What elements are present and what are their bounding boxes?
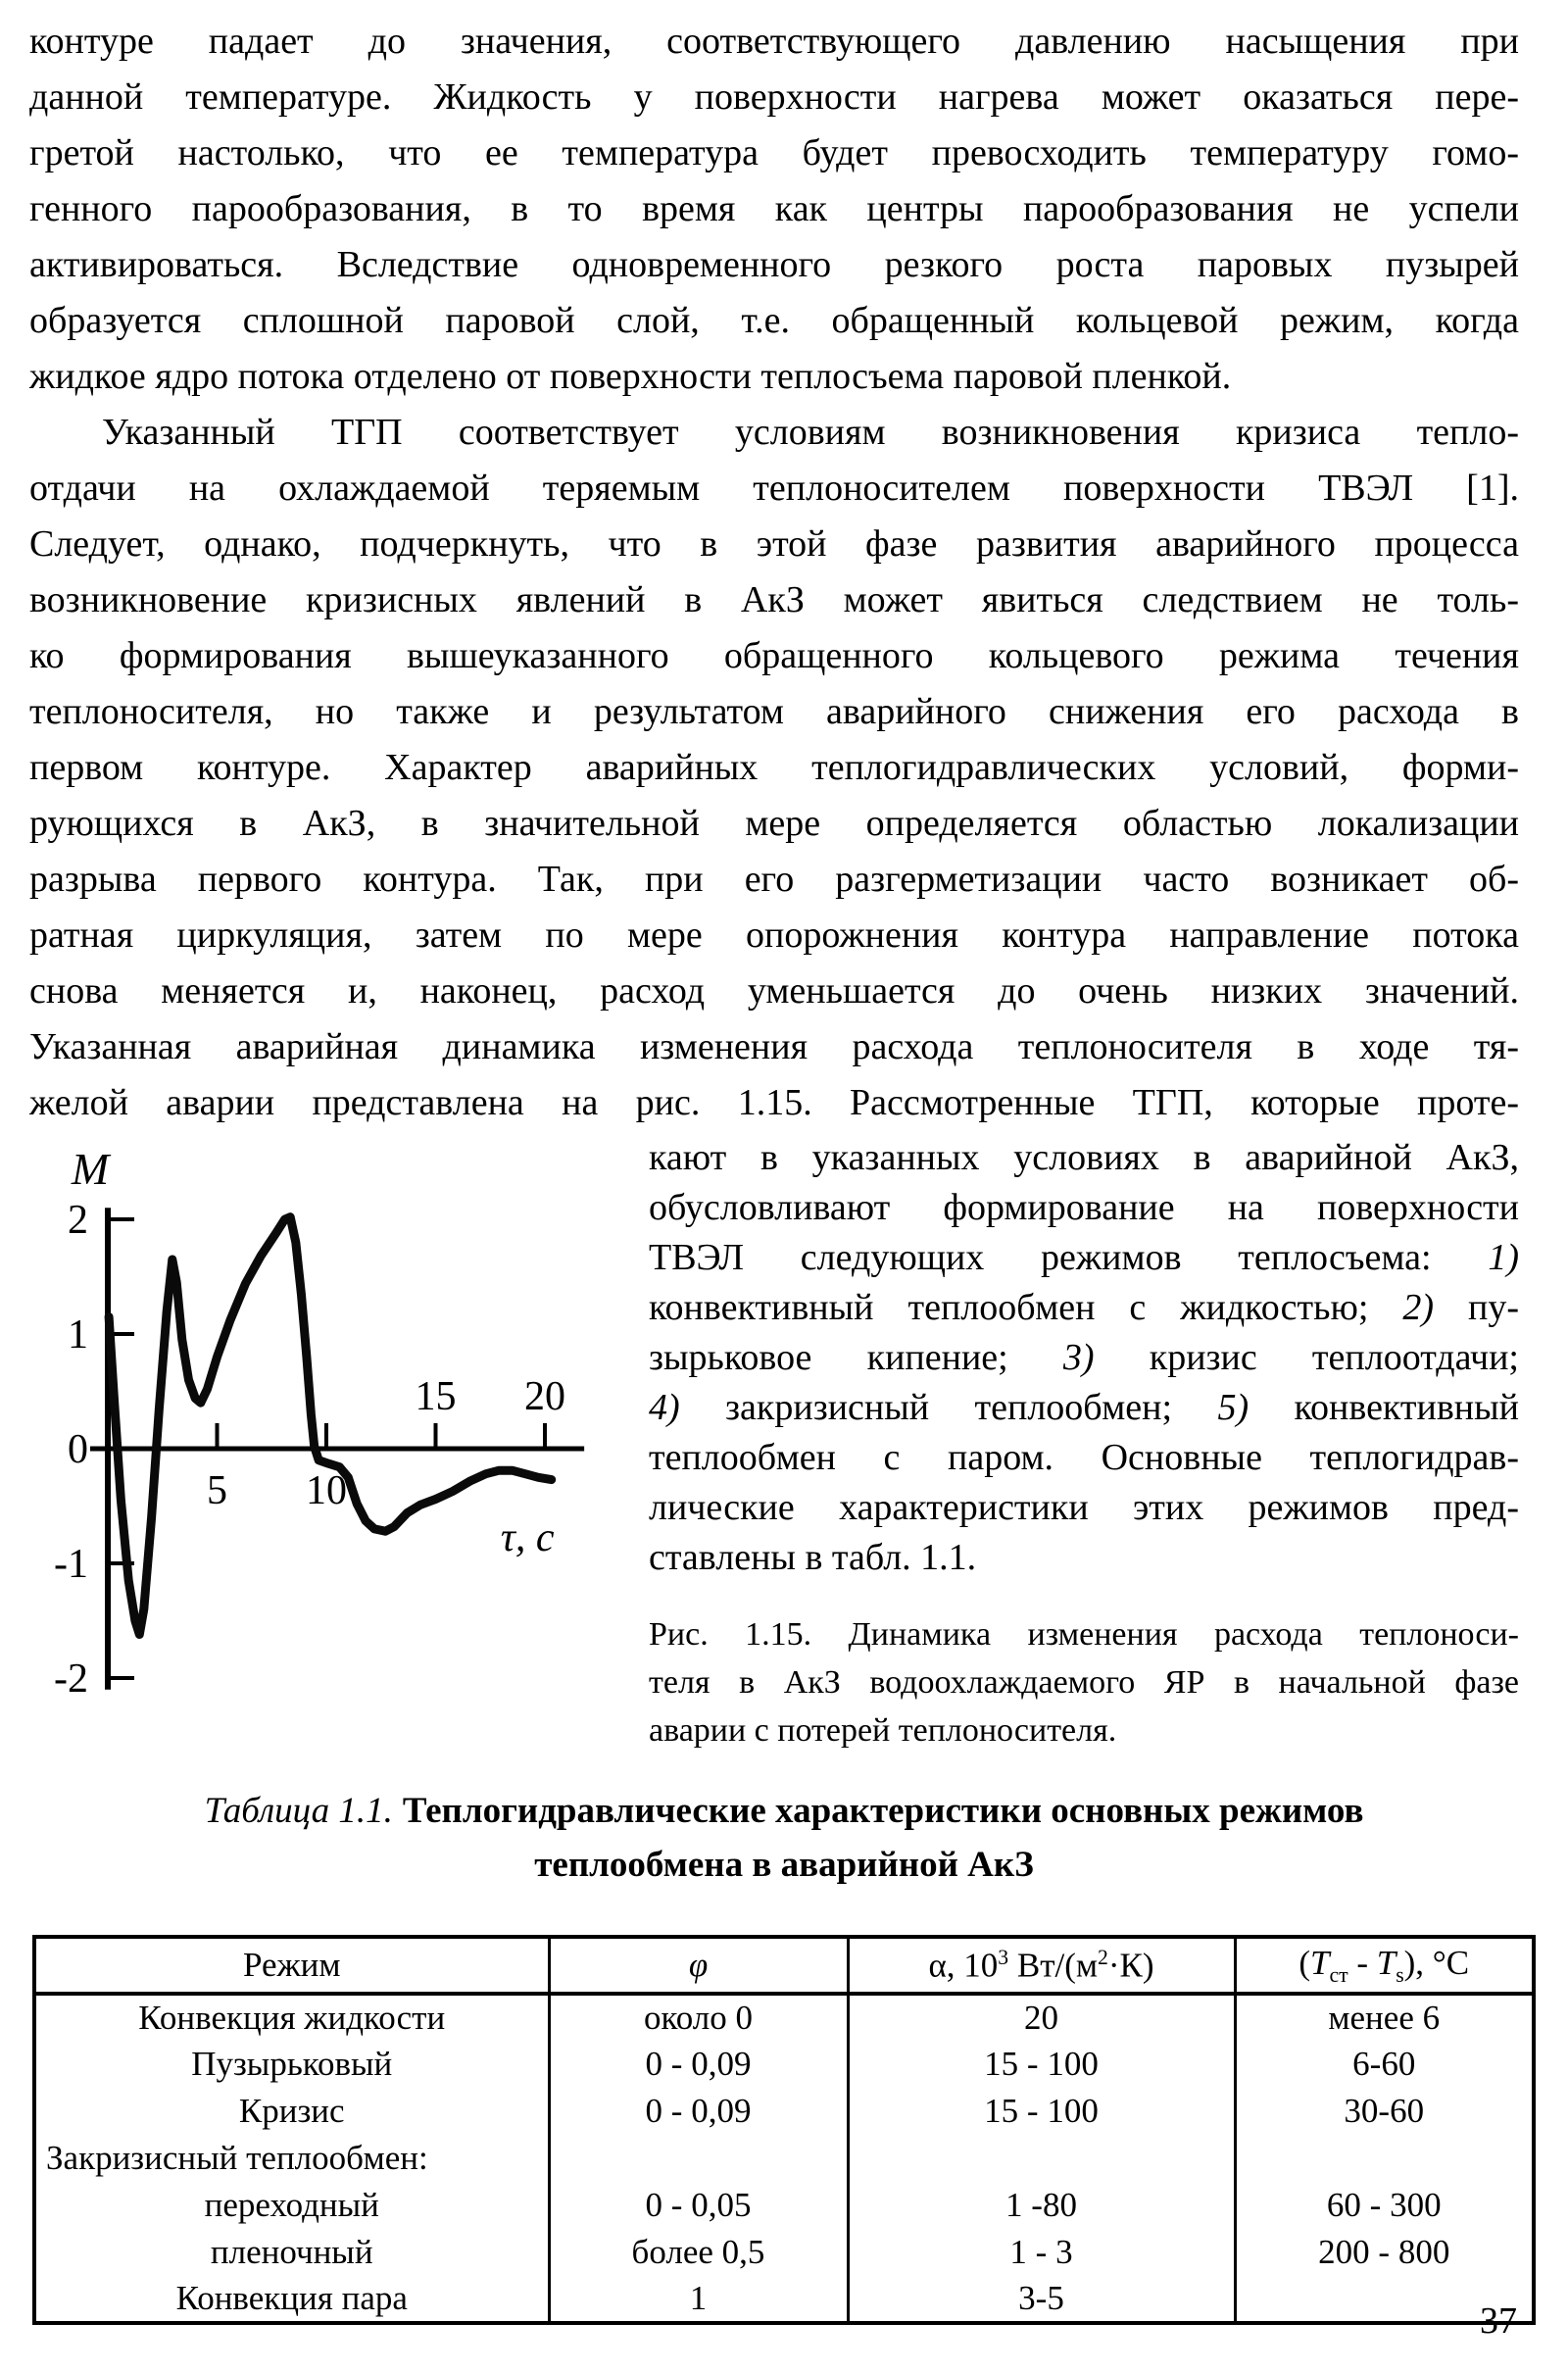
- text-line: конвективный теплообмен с жидкостью; 2) пу-: [649, 1287, 1519, 1328]
- text-line: ко формирования вышеуказанного обращенного кольцевого режима течения: [29, 635, 1519, 676]
- table-row: [34, 2041, 1534, 2088]
- cell-regime: Кризис: [238, 2092, 345, 2130]
- text-line: разрыва первого контура. Так, при его разгерметизации часто возникает об-: [29, 859, 1519, 900]
- cell-phi: более 0,5: [549, 2229, 848, 2276]
- text-line: аварии с потерей теплоносителя.: [649, 1712, 1117, 1749]
- cell-dt: 30-60: [1235, 2088, 1534, 2135]
- text-line: активироваться. Вследствие одновременного резкого роста паровых пузырей: [29, 244, 1519, 285]
- header-delta-t: $(T_{ст} - T_s)$, °С: [1235, 1937, 1534, 1994]
- text-line: ТВЭЛ следующих режимов теплосъема: 1): [649, 1237, 1519, 1278]
- x-tick-label: 15: [415, 1374, 457, 1419]
- cell-regime: Пузырьковый: [191, 2045, 393, 2083]
- cell-alpha: 20: [848, 1994, 1235, 2041]
- cell-alpha: 1 -80: [848, 2182, 1235, 2229]
- text-line: теплообмен с паром. Основные теплогидрав-: [649, 1437, 1519, 1478]
- text-line: возникновение кризисных явлений в АкЗ может явиться следствием не толь-: [29, 579, 1519, 620]
- text-line: отдачи на охлаждаемой теряемым теплоносителем поверхности ТВЭЛ [1].: [29, 468, 1519, 509]
- table-header-row: [34, 1937, 1534, 1994]
- table-row: [34, 2182, 1534, 2229]
- text-line: теля в АкЗ водоохлаждаемого ЯР в начальной фазе: [649, 1664, 1519, 1701]
- table-row: [34, 2088, 1534, 2135]
- cell-alpha: 15 - 100: [848, 2041, 1235, 2088]
- right-column-text: [649, 1133, 1519, 1583]
- cell-phi: 1: [549, 2276, 848, 2323]
- text-line: образуется сплошной паровой слой, т.е. обращенный кольцевой режим, когда: [29, 300, 1519, 341]
- figure-1-15-chart: [29, 1133, 617, 1760]
- x-tick-label: 5: [207, 1468, 227, 1513]
- x-tick-label: 10: [306, 1468, 347, 1513]
- text-line: Рис. 1.15. Динамика изменения расхода теплоноси-: [649, 1616, 1519, 1653]
- x-axis-title: τ, с: [500, 1515, 555, 1560]
- body-text: [0, 0, 1568, 1131]
- text-line: желой аварии представлена на рис. 1.15. Рассмотренные ТГП, которые проте-: [29, 1082, 1519, 1123]
- figure-caption: [649, 1610, 1519, 1754]
- text-line: ратная циркуляция, затем по мере опорожнения контура направление потока: [29, 914, 1519, 956]
- cell-regime: Конвекция жидкости: [138, 1999, 446, 2037]
- table-row: [34, 1994, 1534, 2041]
- text-line: кают в указанных условиях в аварийной АкЗ,: [649, 1137, 1519, 1178]
- cell-regime: Закризисный теплообмен:: [46, 2139, 428, 2177]
- text-line: Следует, однако, подчеркнуть, что в этой фазе развития аварийного процесса: [29, 523, 1519, 565]
- figure-and-text-section: [29, 1133, 1519, 1760]
- text-line: рующихся в АкЗ, в значительной мере определяется областью локализации: [29, 803, 1519, 844]
- cell-dt: менее 6: [1235, 1994, 1534, 2041]
- cell-dt: 60 - 300: [1235, 2182, 1534, 2229]
- page-number: 37: [1480, 2300, 1517, 2342]
- cell-regime: переходный: [204, 2186, 379, 2224]
- flow-rate-curve: [109, 1217, 552, 1635]
- text-line: данной температуре. Жидкость у поверхности нагрева может оказаться пере-: [29, 76, 1519, 118]
- text-line: зырьковое кипение; 3) кризис теплоотдачи;: [649, 1337, 1519, 1378]
- y-axis-title: M: [71, 1144, 110, 1194]
- table-title-line1: [0, 1784, 1568, 1838]
- text-line: первом контуре. Характер аварийных теплогидравлических условий, форми-: [29, 747, 1519, 788]
- table-number-label: Таблица 1.1.: [204, 1791, 393, 1831]
- text-line: 4) закризисный теплообмен; 5) конвективный: [649, 1387, 1519, 1428]
- right-column: [617, 1133, 1519, 1760]
- cell-phi: 0 - 0,05: [549, 2182, 848, 2229]
- y-tick-label: -2: [54, 1656, 88, 1702]
- flow-rate-line-chart: [29, 1133, 617, 1760]
- header-phi: φ: [549, 1937, 848, 1994]
- table-row: [34, 2135, 1534, 2182]
- table-title-line2: теплообмена в аварийной АкЗ: [534, 1845, 1034, 1885]
- table-title: [0, 1784, 1568, 1892]
- cell-dt: [1235, 2135, 1534, 2182]
- table-title-text: Теплогидравлические характеристики основных режимов: [402, 1791, 1364, 1831]
- header-alpha: α, $10^3$ $Вт/(м^2\cdot К)$: [848, 1937, 1235, 1994]
- cell-alpha: 15 - 100: [848, 2088, 1235, 2135]
- y-tick-label: 0: [68, 1427, 88, 1472]
- text-line: контуре падает до значения, соответствующего давлению насыщения при: [29, 21, 1519, 62]
- text-line: обусловливают формирование на поверхности: [649, 1187, 1519, 1228]
- text-line: теплоносителя, но также и результатом аварийного снижения его расхода в: [29, 691, 1519, 732]
- x-tick-label: 20: [524, 1374, 565, 1419]
- text-line: Указанная аварийная динамика изменения расхода теплоносителя в ходе тя-: [29, 1026, 1519, 1067]
- text-line: лические характеристики этих режимов пред-: [649, 1487, 1519, 1528]
- cell-dt: 200 - 800: [1235, 2229, 1534, 2276]
- cell-alpha: [848, 2135, 1235, 2182]
- cell-alpha: 1 - 3: [848, 2229, 1235, 2276]
- cell-regime: Конвекция пара: [175, 2279, 408, 2317]
- text-line: жидкое ядро потока отделено от поверхности теплосъема паровой пленкой.: [29, 356, 1232, 397]
- text-line: Указанный ТГП соответствует условиям возникновения кризиса тепло-: [102, 412, 1519, 453]
- text-line: снова меняется и, наконец, расход уменьшается до очень низких значений.: [29, 970, 1519, 1012]
- cell-phi: 0 - 0,09: [549, 2088, 848, 2135]
- y-tick-label: -1: [54, 1542, 88, 1587]
- cell-phi: 0 - 0,09: [549, 2041, 848, 2088]
- cell-alpha: 3-5: [848, 2276, 1235, 2323]
- table-1-1: [32, 1935, 1536, 2325]
- y-tick-label: 2: [68, 1198, 88, 1243]
- cell-dt: 6-60: [1235, 2041, 1534, 2088]
- table-row: [34, 2276, 1534, 2323]
- cell-phi: [549, 2135, 848, 2182]
- text-line: гретой настолько, что ее температура будет превосходить температуру гомо-: [29, 132, 1519, 173]
- table-row: [34, 2229, 1534, 2276]
- cell-regime: пленочный: [210, 2233, 373, 2271]
- cell-phi: около 0: [549, 1994, 848, 2041]
- text-line: ставлены в табл. 1.1.: [649, 1537, 977, 1578]
- header-regime: Режим: [34, 1937, 549, 1994]
- text-line: генного парообразования, в то время как центры парообразования не успели: [29, 188, 1519, 229]
- y-tick-label: 1: [68, 1312, 88, 1358]
